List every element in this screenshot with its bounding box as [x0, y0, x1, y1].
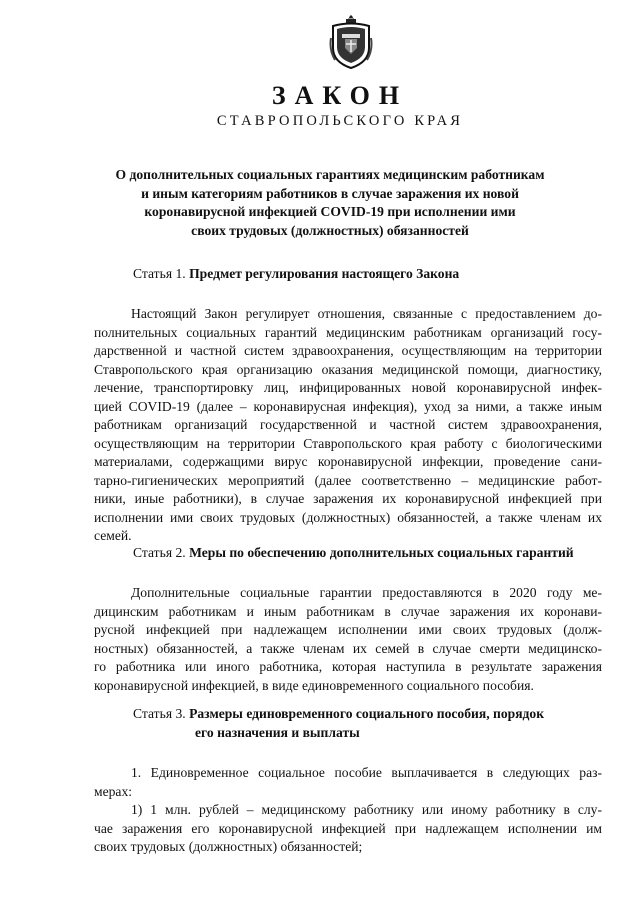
- text-line: ностных) обязанностей, а также членам их семей в случае смерти медицинско-: [94, 640, 602, 656]
- text-line: ники, иные работники), в случае заражения их коронавирусной инфекцией при: [94, 491, 602, 506]
- article-name-continued: его назначения и выплаты: [195, 724, 360, 740]
- article-1-title: [133, 265, 613, 284]
- article-number: Статья 3.: [133, 706, 186, 721]
- text-line: русной инфекцией при надлежащем исполнении ими своих трудовых (долж-: [94, 622, 602, 637]
- text-line: своих трудовых (должностных) обязанностей;: [94, 839, 363, 854]
- article-2-title: [133, 544, 613, 563]
- article-name: Размеры единовременного социального пособия, порядок: [189, 706, 545, 721]
- article-3-point-1: [94, 764, 602, 801]
- law-region: СТАВРОПОЛЬСКОГО КРАЯ: [216, 113, 464, 129]
- article-1-paragraph: [94, 305, 602, 546]
- text-line: Настоящий Закон регулирует отношения, связанные с предоставлением до-: [131, 306, 602, 321]
- article-name: Меры по обеспечению дополнительных социальных гарантий: [189, 545, 574, 560]
- article-3-subpoint-1: [94, 801, 602, 857]
- text-line: 1. Единовременное социальное пособие выплачивается в следующих раз-: [131, 765, 602, 780]
- text-line: цией COVID-19 (далее – коронавирусная инфекция), уход за ними, а также иным: [94, 398, 602, 414]
- text-line: го работника или иного работника, которая наступила в результате заражения: [94, 659, 602, 674]
- article-number: Статья 1.: [133, 266, 186, 281]
- text-line: чае заражения его коронавирусной инфекцией при надлежащем исполнении им: [94, 820, 602, 836]
- heading-line: и иным категориям работников в случае заражения их новой: [141, 185, 519, 201]
- text-line: Ставропольского края организацию оказания медицинской помощи, диагностику,: [94, 361, 602, 377]
- article-2-paragraph: [94, 584, 602, 695]
- article-name: Предмет регулирования настоящего Закона: [189, 266, 460, 281]
- heading-line: О дополнительных социальных гарантиях медицинским работникам: [115, 167, 545, 182]
- heading-line: своих трудовых (должностных) обязанностей: [191, 222, 469, 238]
- text-line: осуществляющим на территории Ставропольского края работу с биологическими: [94, 435, 602, 451]
- heading-line: коронавирусной инфекцией COVID-19 при исполнении ими: [144, 204, 516, 219]
- text-line: материалами, содержащими вирус коронавирусной инфекции, проведение сани-: [94, 454, 602, 469]
- text-line: 1) 1 млн. рублей – медицинскому работнику или иному работнику в слу-: [131, 802, 602, 817]
- text-line: тарно-гигиенических мероприятий (далее соответственно – медицинские работ-: [94, 472, 602, 488]
- text-line: Дополнительные социальные гарантии предоставляются в 2020 году ме-: [131, 585, 602, 600]
- text-line: мерах:: [94, 783, 133, 799]
- article-3-title: [133, 705, 613, 742]
- law-title: ЗАКОН: [271, 81, 409, 110]
- document-heading: [100, 166, 560, 240]
- text-line: работникам организаций государственной и частной систем здравоохранения,: [94, 417, 602, 432]
- text-line: исполнении ими своих трудовых (должностных) обязанностей, а также членам их: [94, 509, 602, 525]
- coat-of-arms-emblem: [329, 14, 373, 70]
- text-line: дицинским работникам и иным работникам в случае заражения их коронави-: [94, 603, 602, 619]
- text-line: лечение, транспортировку лиц, инфицированных новой коронавирусной инфек-: [94, 380, 602, 395]
- text-line: дарственной и частной систем здравоохранения, осуществляющим на территории: [94, 343, 602, 358]
- text-line: коронавирусной инфекцией, в виде единовременного социального пособия.: [94, 677, 534, 693]
- article-number: Статья 2.: [133, 545, 186, 560]
- text-line: полнительных социальных гарантий медицинским работникам организаций госу-: [94, 324, 602, 340]
- text-line: семей.: [94, 528, 132, 543]
